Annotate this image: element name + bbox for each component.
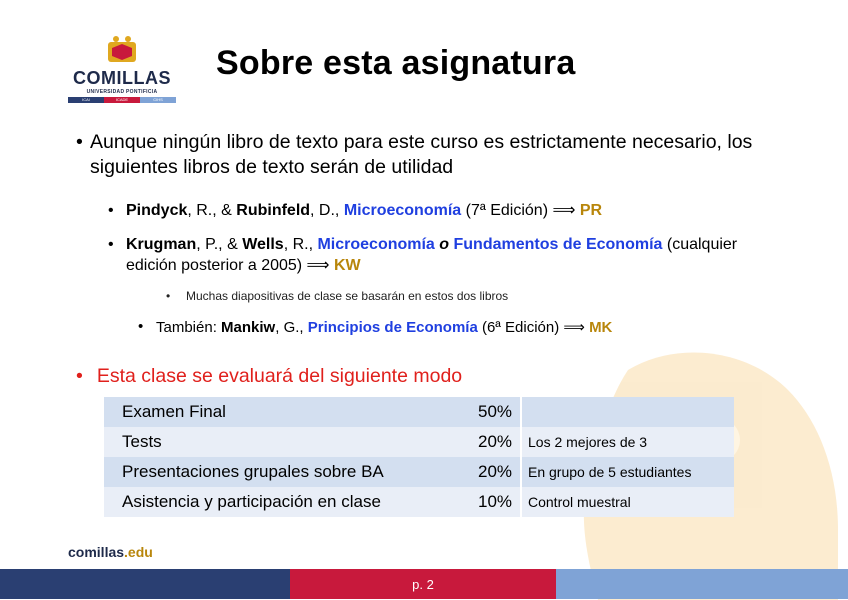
grade-note: Los 2 mejores de 3 [521,427,734,457]
bullet-books-intro [76,130,766,180]
author-initial: , R., [283,236,318,253]
book-krugman [108,234,748,276]
bullet-dot: • [108,236,114,253]
crest-icon [102,34,142,66]
book-edition: (6ª Edición) ⟹ [477,319,590,336]
book-title: Principios de Economía [307,319,478,336]
also-label: También: [156,319,222,336]
website-name: comillas [68,544,125,560]
grade-item: Asistencia y participación en clase [104,487,468,517]
bullet-dot: • [166,289,171,303]
slide-title: Sobre esta asignatura [216,44,576,82]
author-name: Rubinfeld [236,202,311,219]
table-row [104,457,734,487]
author-name: Wells [242,236,284,253]
grade-item: Presentaciones grupales sobre BA [104,457,468,487]
table-row [104,427,734,457]
logo-bar-cihs: CIHS [140,97,176,103]
author-initial: , R., & [187,202,237,219]
bullet-dot: • [108,202,114,219]
bullet-text: Aunque ningún libro de texto para este curso es estrictamente necesario, los siguientes libros de texto serán de utilidad [90,131,753,178]
grade-percent: 50% [468,397,521,427]
grade-note [521,397,734,427]
page-number: p. 2 [290,569,556,599]
book-code: MK [589,319,613,336]
logo-bar-icai: ICAI [68,97,104,103]
footer-website[interactable] [68,544,153,560]
grade-note: Control muestral [521,487,734,517]
table-row [104,397,734,427]
author-initial: , G., [275,319,308,336]
book-edition: (cualquier edición posterior a 2005) ⟹ [126,236,738,274]
bullet-dot: • [138,318,144,335]
grade-item: Tests [104,427,468,457]
book-code: PR [579,202,603,219]
note-text: Muchas diapositivas de clase se basarán en estos dos libros [186,289,509,303]
author-initial: , D., [310,202,344,219]
author-name: Krugman [126,236,197,253]
grade-item: Examen Final [104,397,468,427]
grade-percent: 10% [468,487,521,517]
book-title: Microeconomía [343,202,462,219]
author-name: Mankiw [221,319,276,336]
slides-note [166,289,508,303]
bullet-dot: • [76,131,83,153]
book-title: Fundamentos de Economía [453,236,663,253]
grade-percent: 20% [468,427,521,457]
grade-percent: 20% [468,457,521,487]
evaluation-heading [76,365,462,388]
logo-subtitle: UNIVERSIDAD PONTIFICIA [86,89,158,95]
book-code: KW [333,257,361,274]
footer-bar [0,569,848,599]
grade-note: En grupo de 5 estudiantes [521,457,734,487]
table-row [104,487,734,517]
logo-name: COMILLAS [73,68,171,88]
book-or: o [434,236,454,253]
footer-bar-navy [0,569,290,599]
footer-bar-light [556,569,848,599]
university-logo [66,34,178,112]
logo-bar [68,97,176,103]
bullet-dot: • [76,365,83,387]
evaluation-text: Esta clase se evaluará del siguiente modo [96,365,463,387]
book-mankiw [138,318,612,336]
book-title: Microeconomía [317,236,435,253]
author-name: Pindyck [126,202,188,219]
author-initial: , P., & [196,236,243,253]
grading-table [104,397,734,517]
book-pindyck [108,200,602,221]
website-domain: .edu [124,544,153,560]
book-edition: (7ª Edición) ⟹ [461,202,580,219]
logo-bar-icade: ICADE [104,97,140,103]
